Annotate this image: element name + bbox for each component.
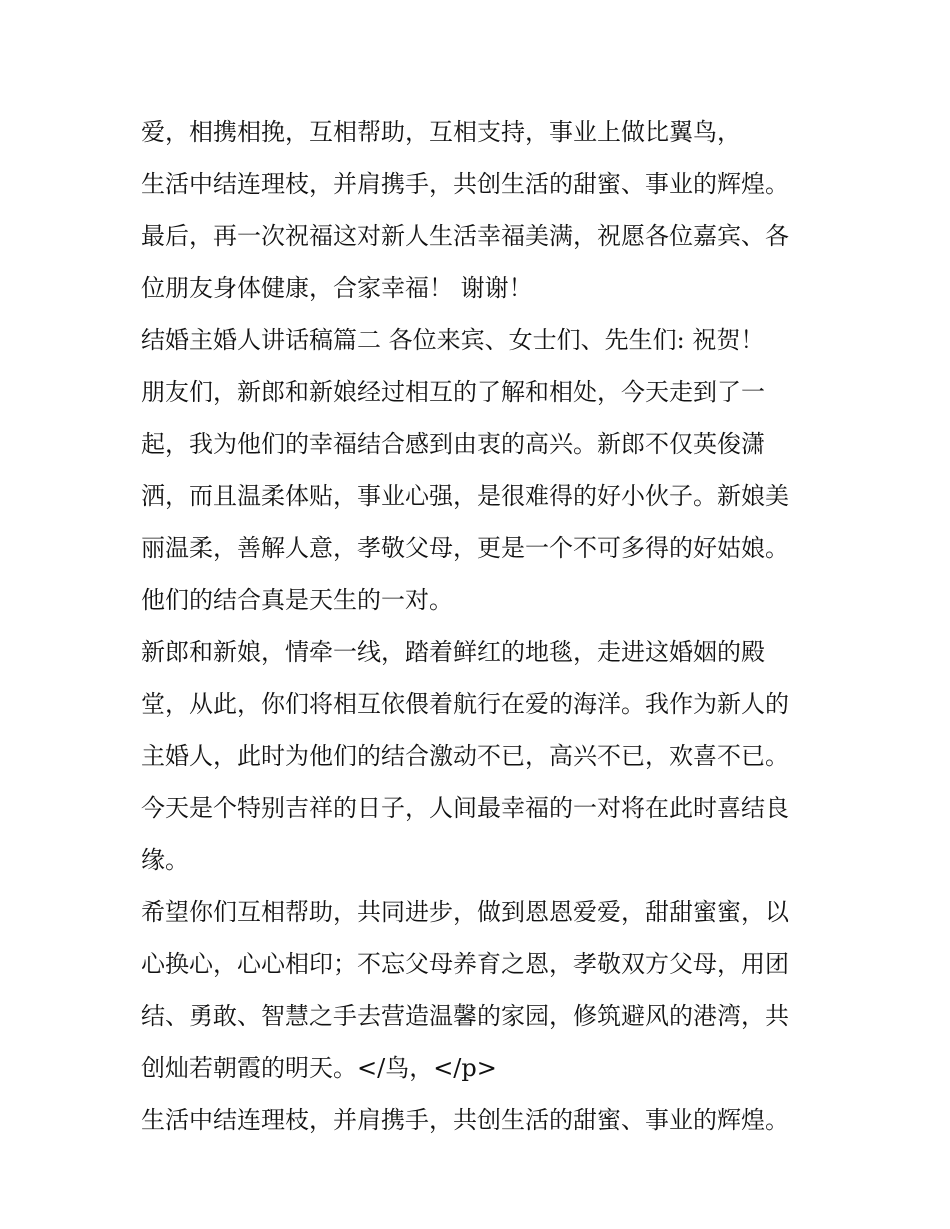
text-line: 今天是个特别吉祥的日子，人间最幸福的一对将在此时喜结良 xyxy=(141,794,789,822)
text-line: 心换心，心心相印；不忘父母养育之恩，孝敬双方父母，用团 xyxy=(141,950,789,978)
text-line: 缘。 xyxy=(141,846,189,874)
text-line: 创灿若朝霞的明天。</鸟，</p> xyxy=(141,1054,497,1082)
section-heading-line: 结婚主婚人讲话稿篇二 各位来宾、女士们、先生们: 祝贺！ xyxy=(141,326,765,354)
text-line: 朋友们，新郎和新娘经过相互的了解和相处，今天走到了一 xyxy=(141,378,765,406)
text-line: 爱，相携相挽，互相帮助，互相支持，事业上做比翼鸟， xyxy=(141,118,741,146)
text-line: 主婚人，此时为他们的结合激动不已，高兴不已，欢喜不已。 xyxy=(141,742,789,770)
document-body xyxy=(141,106,831,1146)
text-line: 生活中结连理枝，并肩携手，共创生活的甜蜜、事业的辉煌。 xyxy=(141,170,789,198)
text-line: 新郎和新娘，情牵一线，踏着鲜红的地毯，走进这婚姻的殿 xyxy=(141,638,765,666)
text-line: 他们的结合真是天生的一对。 xyxy=(141,586,453,614)
text-line: 位朋友身体健康，合家幸福！ 谢谢！ xyxy=(141,274,533,302)
text-line: 堂，从此，你们将相互依偎着航行在爱的海洋。我作为新人的 xyxy=(141,690,789,718)
text-line: 生活中结连理枝，并肩携手，共创生活的甜蜜、事业的辉煌。 xyxy=(141,1106,789,1134)
text-line: 丽温柔，善解人意，孝敬父母，更是一个不可多得的好姑娘。 xyxy=(141,534,789,562)
text-line: 最后，再一次祝福这对新人生活幸福美满，祝愿各位嘉宾、各 xyxy=(141,222,789,250)
text-line: 结、勇敢、智慧之手去营造温馨的家园，修筑避风的港湾，共 xyxy=(141,1002,789,1030)
text-line: 洒，而且温柔体贴，事业心强，是很难得的好小伙子。新娘美 xyxy=(141,482,789,510)
text-line: 希望你们互相帮助，共同进步，做到恩恩爱爱，甜甜蜜蜜，以 xyxy=(141,898,789,926)
text-line: 起，我为他们的幸福结合感到由衷的高兴。新郎不仅英俊潇 xyxy=(141,430,765,458)
